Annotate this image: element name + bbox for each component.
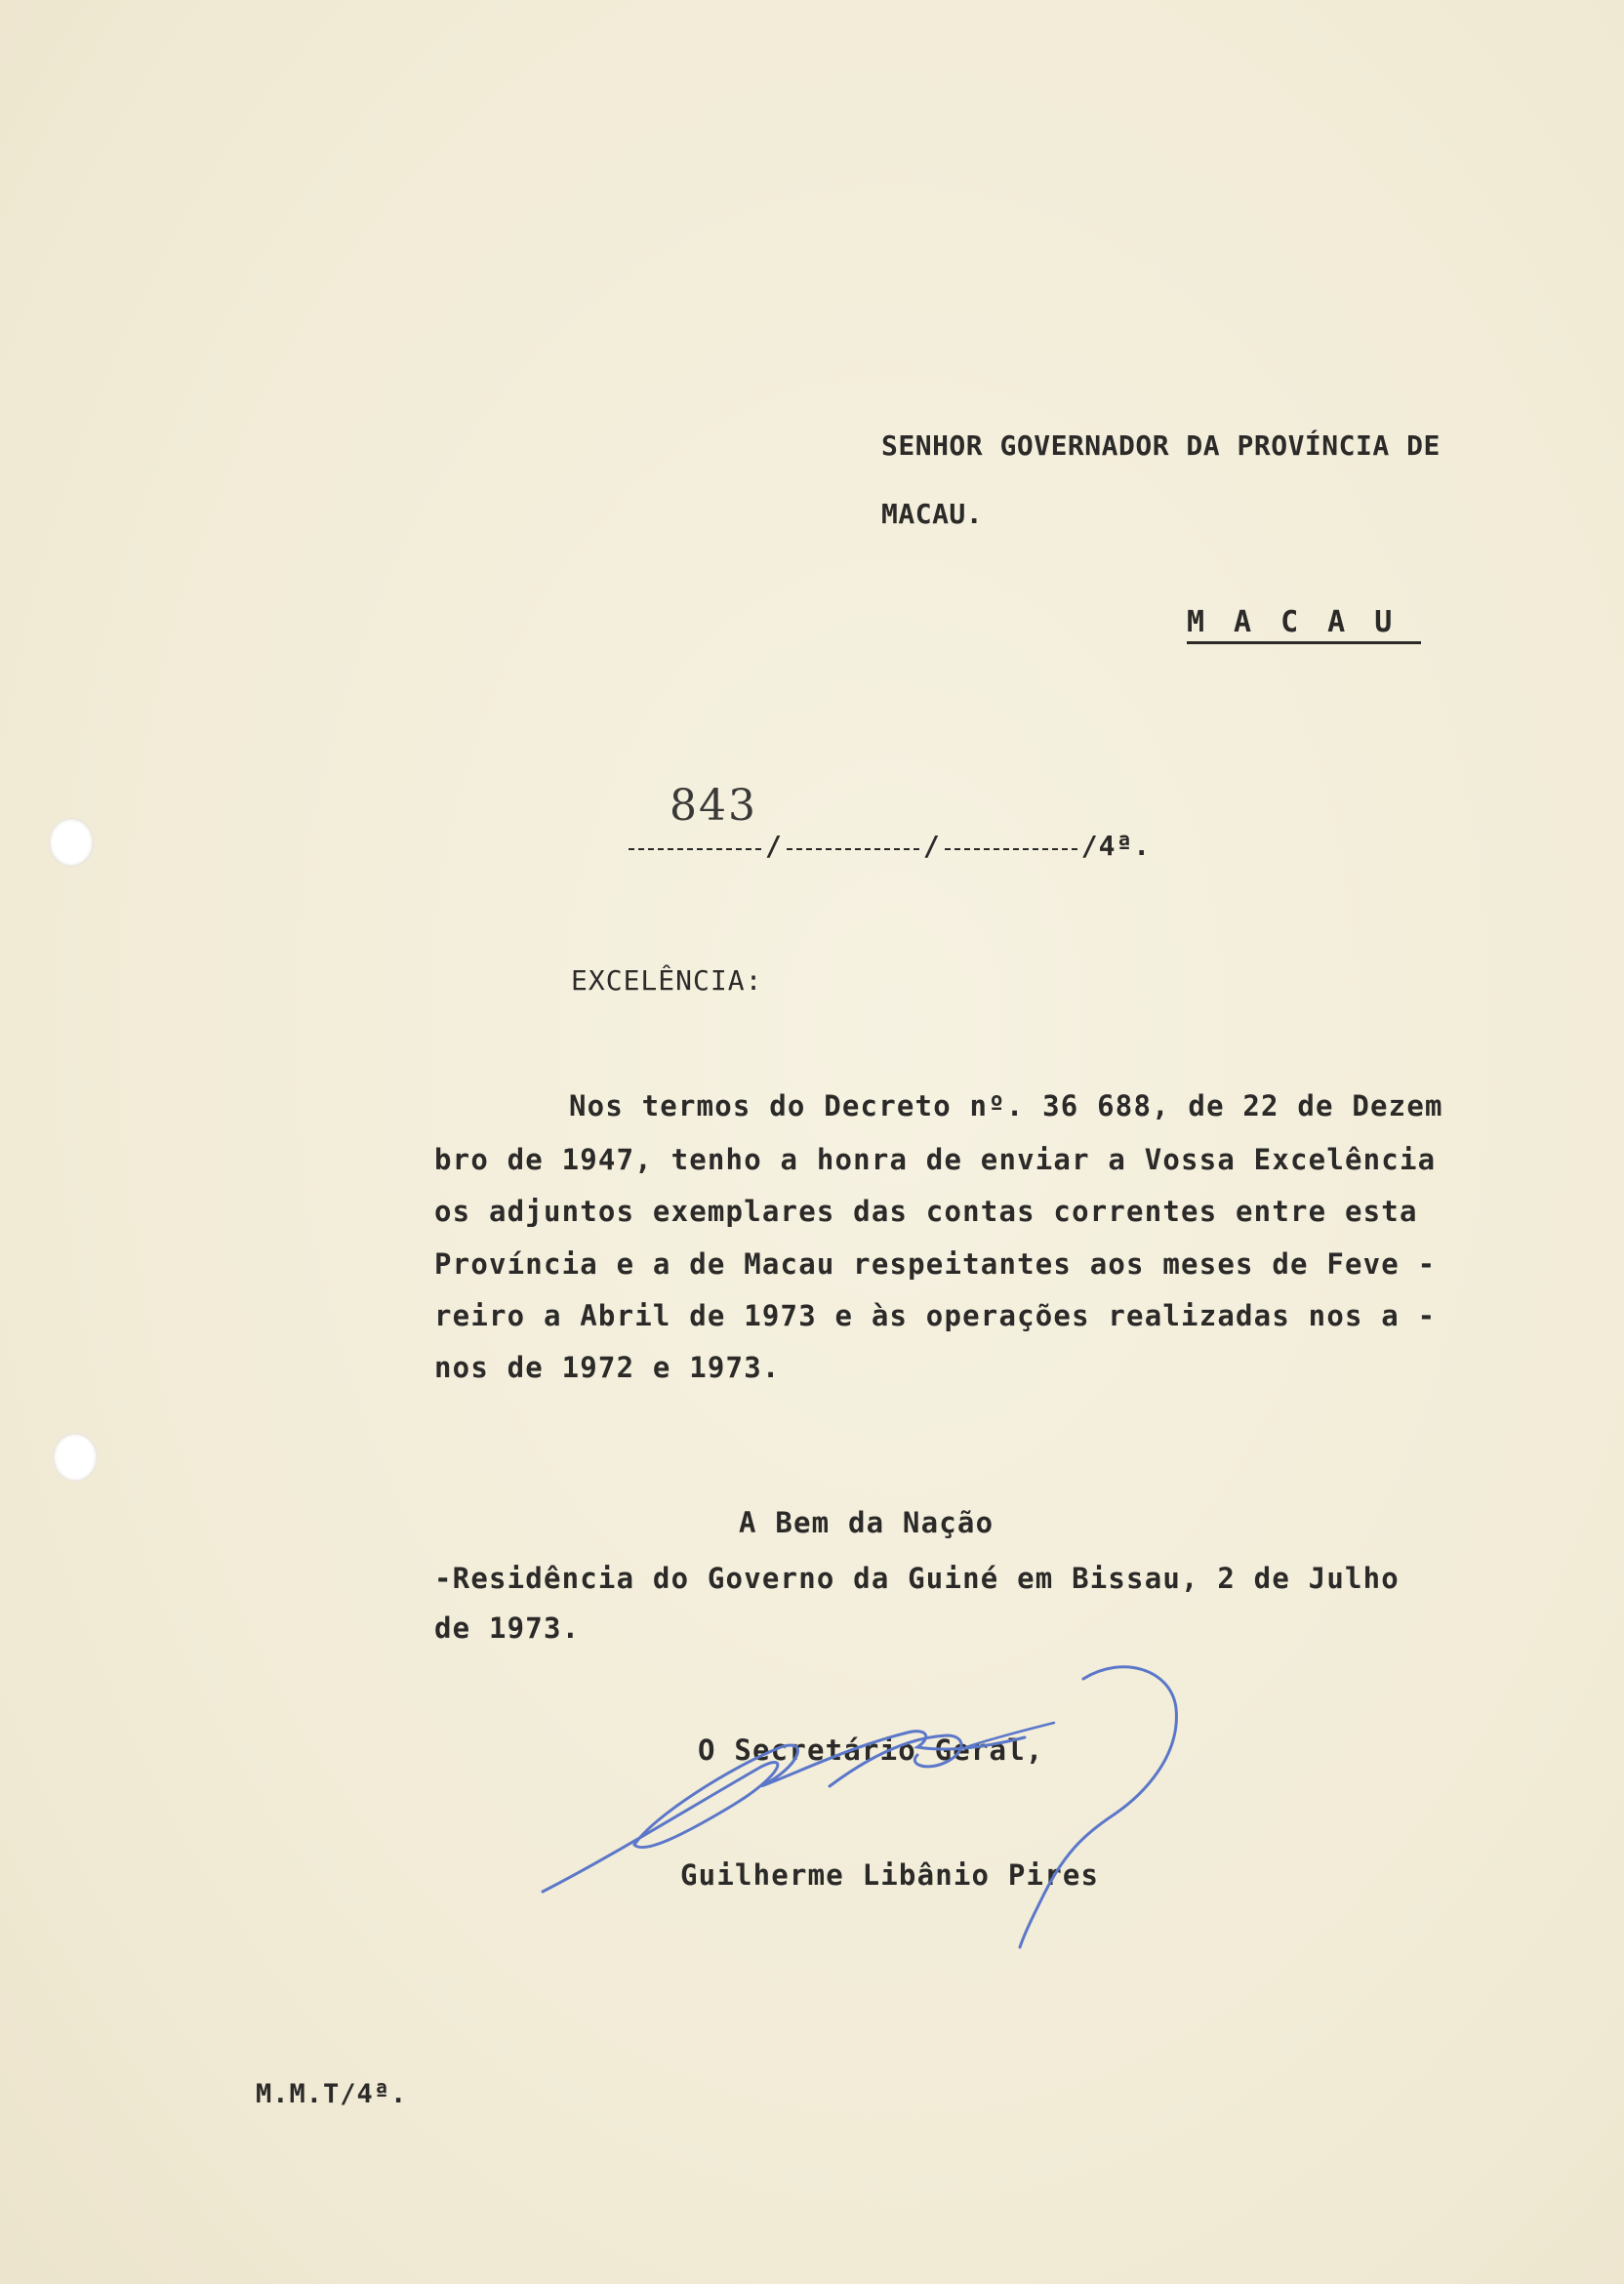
body-line: bro de 1947, tenho a honra de enviar a Vossa Excelência xyxy=(434,1143,1437,1176)
reference-blank xyxy=(787,844,919,850)
handwritten-signature xyxy=(537,1659,1220,1952)
reference-blank xyxy=(629,844,761,850)
punch-hole xyxy=(53,1433,98,1482)
reference-suffix: /4ª. xyxy=(1080,830,1152,862)
salutation: EXCELÊNCIA: xyxy=(571,964,763,997)
footer-code: M.M.T/4ª. xyxy=(256,2079,408,2109)
addressee-line-2: MACAU. xyxy=(881,498,984,530)
closing-place-date-1: -Residência do Governo da Guiné em Bissau, 2 de Julho xyxy=(434,1562,1400,1595)
reference-line: / / /4ª. xyxy=(625,830,1151,862)
body-line: Nos termos do Decreto nº. 36 688, de 22 de Dezem xyxy=(569,1089,1443,1122)
body-line: reiro a Abril de 1973 e às operações realizadas nos a - xyxy=(434,1299,1437,1332)
body-line: os adjuntos exemplares das contas correntes entre esta xyxy=(434,1195,1418,1228)
signatory-title: O Secretário Geral, xyxy=(698,1733,1044,1767)
body-line: Província e a de Macau respeitantes aos meses de Feve - xyxy=(434,1247,1437,1281)
reference-blank xyxy=(945,844,1077,850)
addressee-line-1: SENHOR GOVERNADOR DA PROVÍNCIA DE xyxy=(881,429,1441,462)
punch-hole xyxy=(49,818,94,867)
reference-number: 843 xyxy=(670,781,757,831)
body-line: nos de 1972 e 1973. xyxy=(434,1351,781,1384)
signatory-name: Guilherme Libânio Pires xyxy=(680,1858,1100,1892)
closing-motto: A Bem da Nação xyxy=(739,1506,995,1539)
closing-place-date-2: de 1973. xyxy=(434,1611,581,1645)
addressee-city: MACAU xyxy=(1187,605,1421,644)
